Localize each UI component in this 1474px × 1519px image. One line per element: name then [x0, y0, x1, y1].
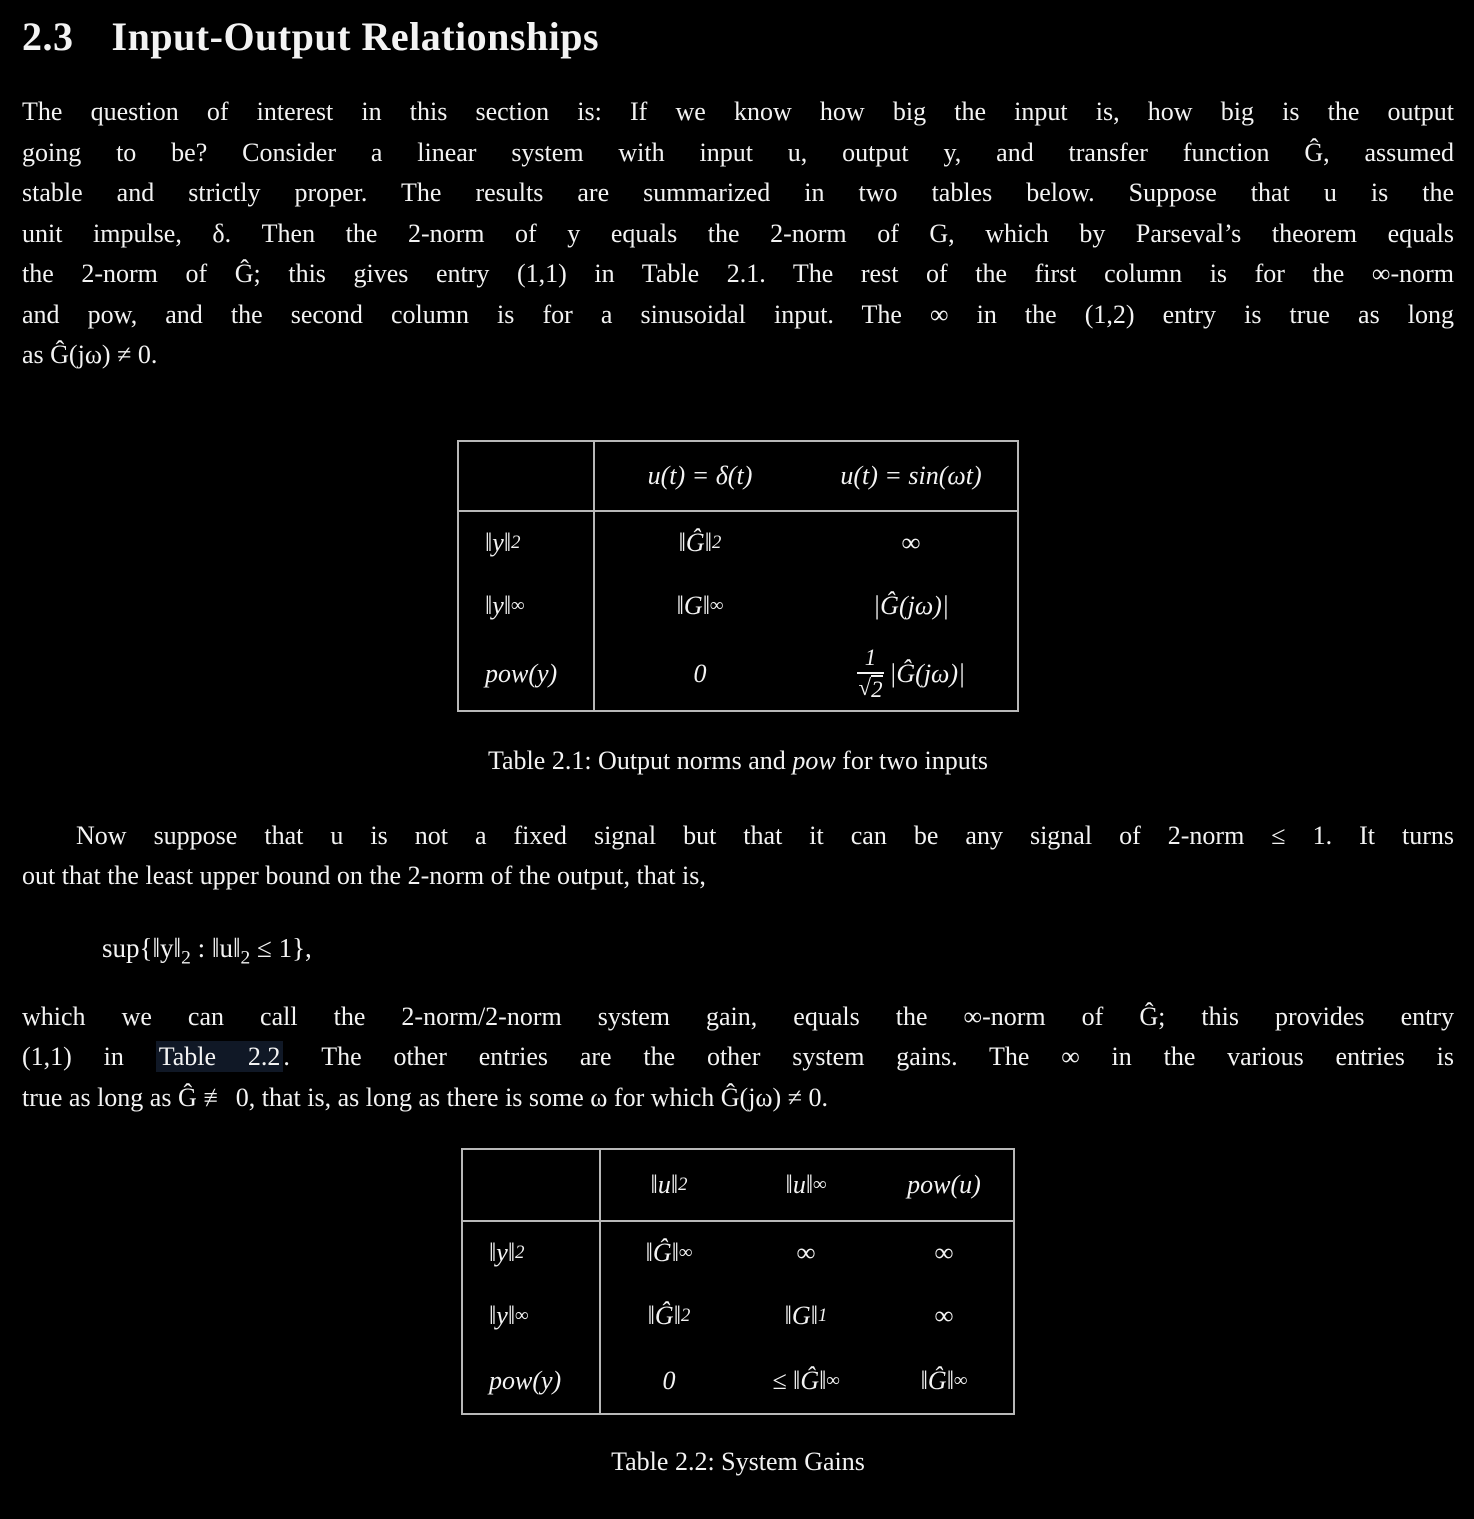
p1-line-1: The question of interest in this section is: If we know how big the input is, how big is the output — [22, 97, 1454, 126]
table-2-2 — [461, 1148, 1015, 1415]
t1-corner-cell — [459, 442, 595, 512]
p3-line-2: (1,1) in Table 2.2 . The other entries are the other system gains. The ∞ in the various entries is — [22, 1042, 1454, 1071]
t1-header-sine — [805, 442, 1017, 512]
section-number: 2.3 — [22, 14, 74, 59]
t2-cell-r3c1: 0 — [662, 1365, 676, 1395]
paragraph-2 — [22, 816, 1454, 897]
t2-header-powu: pow(u) — [875, 1150, 1013, 1222]
t1-cell-r1c2: ∞ — [901, 527, 921, 557]
t1-row-label-y2: ‖y‖ 2 — [459, 512, 595, 574]
t2-row-label-yinf: ‖y‖ ∞ — [463, 1284, 601, 1348]
p3-line-3: true as long as Ĝ ≢ 0, that is, as long as there is some ω for which Ĝ(jω) ≠ 0. — [22, 1082, 828, 1112]
t2-header-u2: ‖u‖ 2 — [601, 1150, 737, 1222]
p1-line-5: the 2-norm of Ĝ; this gives entry (1,1) in Table 2.1. The rest of the first column is for the ∞-norm — [22, 259, 1454, 288]
table-2-1-wrap — [22, 440, 1454, 712]
section-heading — [22, 14, 1454, 60]
t2-row-label-y2: ‖y‖ 2 — [463, 1222, 601, 1284]
section-title: Input-Output Relationships — [111, 14, 600, 59]
p2-line-2: out that the least upper bound on the 2-norm of the output, that is, — [22, 861, 706, 890]
t1-cell-r3c2: 1 √ 2 |Ĝ(jω)| — [858, 645, 966, 702]
p1-line-6: and pow, and the second column is for a sinusoidal input. The ∞ in the (1,2) entry is true as long — [22, 299, 1454, 329]
t1-cell-r3c1: 0 — [693, 658, 707, 688]
t2-header-uinf: ‖u‖ ∞ — [737, 1150, 875, 1222]
t1-cell-r2c2: |Ĝ(jω)| — [873, 590, 949, 620]
t2-cell-r2c2: ‖G‖ 1 — [784, 1301, 828, 1330]
p2-line-1: Now suppose that u is not a fixed signal but that it can be any signal of 2-norm ≤ 1. It turns — [76, 820, 1454, 850]
t2-cell-r3c2: ≤ ‖Ĝ‖ ∞ — [772, 1365, 840, 1395]
paragraph-3 — [22, 997, 1454, 1119]
p1-line-3: stable and strictly proper. The results are summarized in two tables below. Suppose that u is the — [22, 178, 1454, 207]
t2-corner-cell — [463, 1150, 601, 1222]
t2-cell-r2c3: ∞ — [934, 1301, 954, 1330]
table-2-1-caption: Table 2.1: Output norms and pow for two inputs — [487, 745, 989, 775]
table-2-2-caption: Table 2.2: System Gains — [611, 1447, 865, 1476]
t2-cell-r2c1: ‖Ĝ‖ 2 — [647, 1301, 691, 1330]
table-2-1 — [457, 440, 1019, 712]
t1-header-impulse-label: u(t) = δ(t) — [647, 460, 753, 490]
t2-cell-r1c2: ∞ — [796, 1238, 816, 1267]
t1-row-label-pow: pow(y) — [459, 638, 595, 710]
t1-cell-r1c1: ‖Ĝ‖ 2 — [678, 527, 722, 557]
p3-line-1: which we can call the 2-norm/2-norm system gain, equals the ∞-norm of Ĝ; this provides entry — [22, 1001, 1454, 1031]
p1-line-2: going to be? Consider a linear system with input u, output y, and transfer function Ĝ, assumed — [22, 137, 1454, 167]
t1-header-sine-label: u(t) = sin(ωt) — [840, 460, 982, 490]
t2-cell-r1c1: ‖Ĝ‖ ∞ — [645, 1238, 693, 1267]
fraction-one-over-sqrt2: 1 √ 2 — [858, 645, 883, 702]
table-2-2-wrap — [22, 1148, 1454, 1415]
t2-cell-r1c3: ∞ — [934, 1238, 954, 1267]
paragraph-1 — [22, 92, 1454, 376]
t2-row-label-pow: pow(y) — [463, 1348, 601, 1413]
t1-cell-r2c1: ‖G‖ ∞ — [676, 590, 724, 620]
t1-row-label-yinf: ‖y‖ ∞ — [459, 574, 595, 638]
table-2-2-link[interactable]: Table 2.2 — [156, 1041, 284, 1072]
p1-line-4: unit impulse, δ. Then the 2-norm of y equals the 2-norm of G, which by Parseval’s theorem equals — [22, 218, 1454, 248]
p1-line-7: as Ĝ(jω) ≠ 0. — [22, 340, 158, 369]
t1-header-impulse — [595, 442, 805, 512]
t2-cell-r3c3: ‖Ĝ‖ ∞ — [920, 1365, 968, 1395]
formula-system-gain-sup: $sup\{‖y‖_2$ : $‖u‖_2 \le 1$}, — [102, 932, 312, 968]
